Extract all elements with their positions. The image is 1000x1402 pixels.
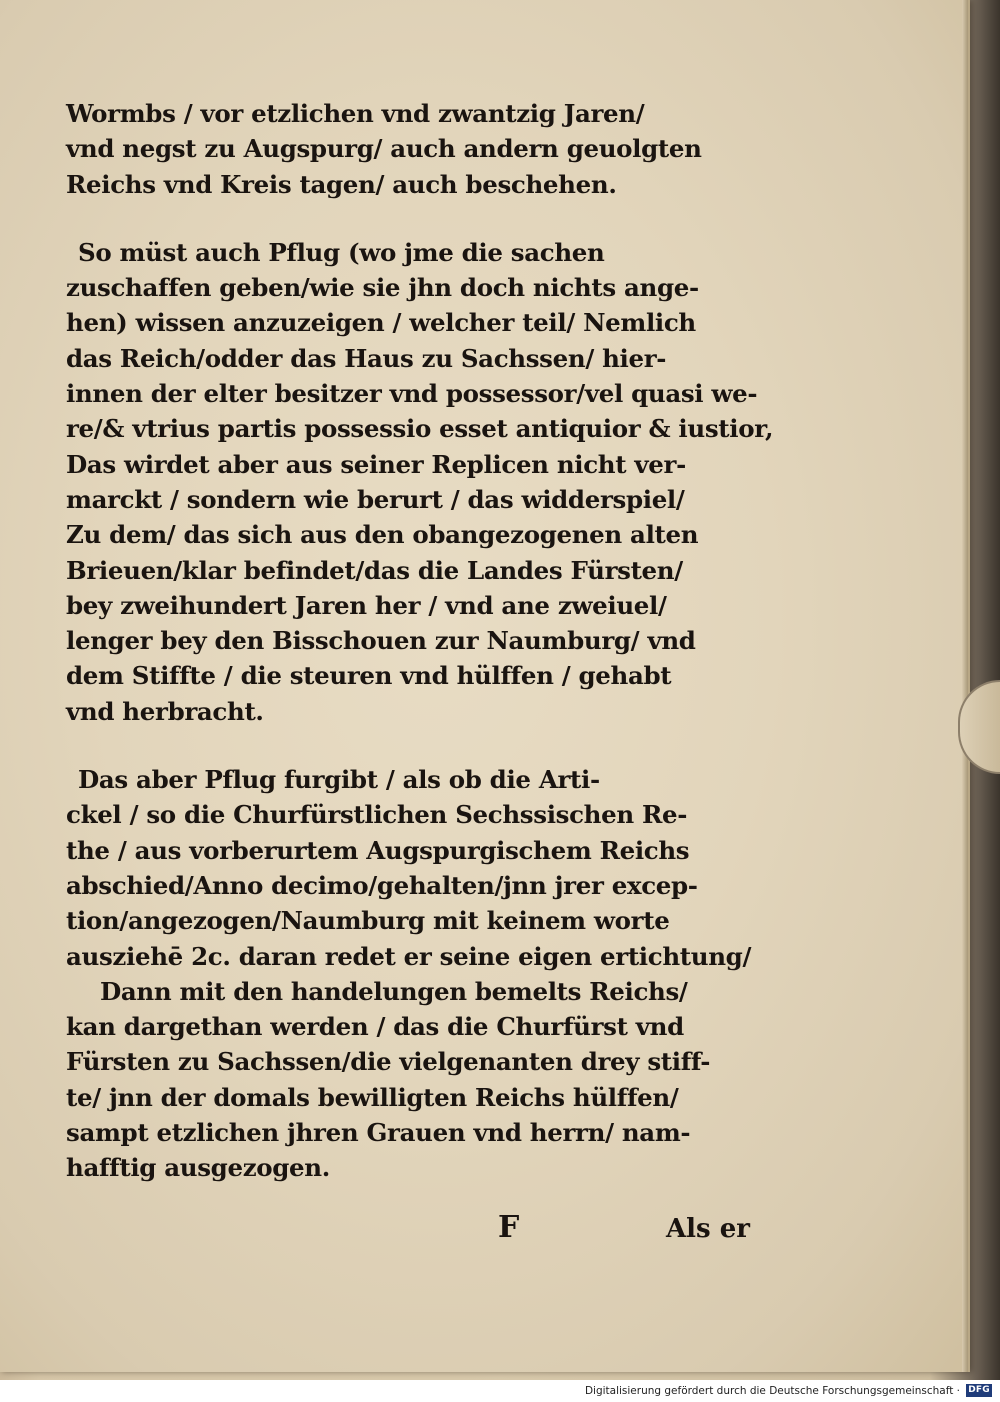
signature-mark: F xyxy=(498,1210,520,1245)
text-line: Fürsten zu Sachssen/die vielgenanten drey stiff- xyxy=(66,1047,711,1077)
page-edge xyxy=(962,0,968,1372)
text-line: tion/angezogen/Naumburg mit keinem worte xyxy=(66,906,670,936)
text-line: innen der elter besitzer vnd possessor/vel quasi we- xyxy=(66,379,758,409)
funding-credit: Digitalisierung gefördert durch die Deutsche Forschungsgemeinschaft · xyxy=(584,1385,960,1397)
text-line: Das aber Pflug furgibt / als ob die Arti- xyxy=(78,765,600,795)
text-line: Zu dem/ das sich aus den obangezogenen alten xyxy=(66,520,699,550)
text-line: re/& vtrius partis possessio esset antiquior & iustior, xyxy=(66,414,774,444)
text-line: So müst auch Pflug (wo jme die sachen xyxy=(78,237,605,267)
text-line: the / aus vorberurtem Augspurgischem Reichs xyxy=(66,835,690,865)
text-line: sampt etzlichen jhren Grauen vnd herrn/ nam- xyxy=(66,1118,691,1148)
text-line: Das wirdet aber aus seiner Replicen nicht ver- xyxy=(66,449,686,479)
dfg-logo[interactable]: DFG xyxy=(966,1384,992,1397)
text-line: Brieuen/klar befindet/das die Landes Fürsten/ xyxy=(66,555,683,585)
paragraph-3 xyxy=(66,762,766,1186)
text-line: hen) wissen anzuzeigen / welcher teil/ Nemlich xyxy=(66,308,696,338)
text-line: Reichs vnd Kreis tagen/ auch beschehen. xyxy=(66,169,617,199)
text-line: dem Stiffte / die steuren vnd hülffen / gehabt xyxy=(66,661,672,691)
text-line: lenger bey den Bisschouen zur Naumburg/ vnd xyxy=(66,626,696,656)
text-line: Wormbs / vor etzlichen vnd zwantzig Jaren/ xyxy=(66,99,645,128)
text-line: ckel / so die Churfürstlichen Sechssischen Re- xyxy=(66,800,688,830)
text-line: ausziehē 2c. daran redet er seine eigen ertichtung/ xyxy=(66,941,752,971)
text-line: das Reich/odder das Haus zu Sachssen/ hier- xyxy=(66,343,667,373)
text-line: hafftig ausgezogen. xyxy=(66,1153,330,1183)
body-text xyxy=(66,96,774,1186)
text-line: marckt / sondern wie berurt / das widderspiel/ xyxy=(66,484,685,514)
catchword: Als er xyxy=(666,1214,750,1244)
text-line: Dann mit den handelungen bemelts Reichs/ xyxy=(100,976,688,1006)
text-line: bey zweihundert Jaren her / vnd ane zweiuel/ xyxy=(66,590,667,620)
text-line: te/ jnn der domals bewilligten Reichs hülffen/ xyxy=(66,1082,679,1112)
paragraph-2 xyxy=(66,235,774,729)
paragraph-1 xyxy=(66,96,766,202)
text-line: kan dargethan werden / das die Churfürst vnd xyxy=(66,1012,684,1042)
text-line: vnd negst zu Augspurg/ auch andern geuolgten xyxy=(66,134,702,164)
text-line: abschied/Anno decimo/gehalten/jnn jrer excep- xyxy=(66,870,698,900)
text-line: vnd herbracht. xyxy=(66,696,264,726)
text-line: zuschaffen geben/wie sie jhn doch nichts ange- xyxy=(66,273,699,303)
footer-bar xyxy=(0,1380,1000,1402)
